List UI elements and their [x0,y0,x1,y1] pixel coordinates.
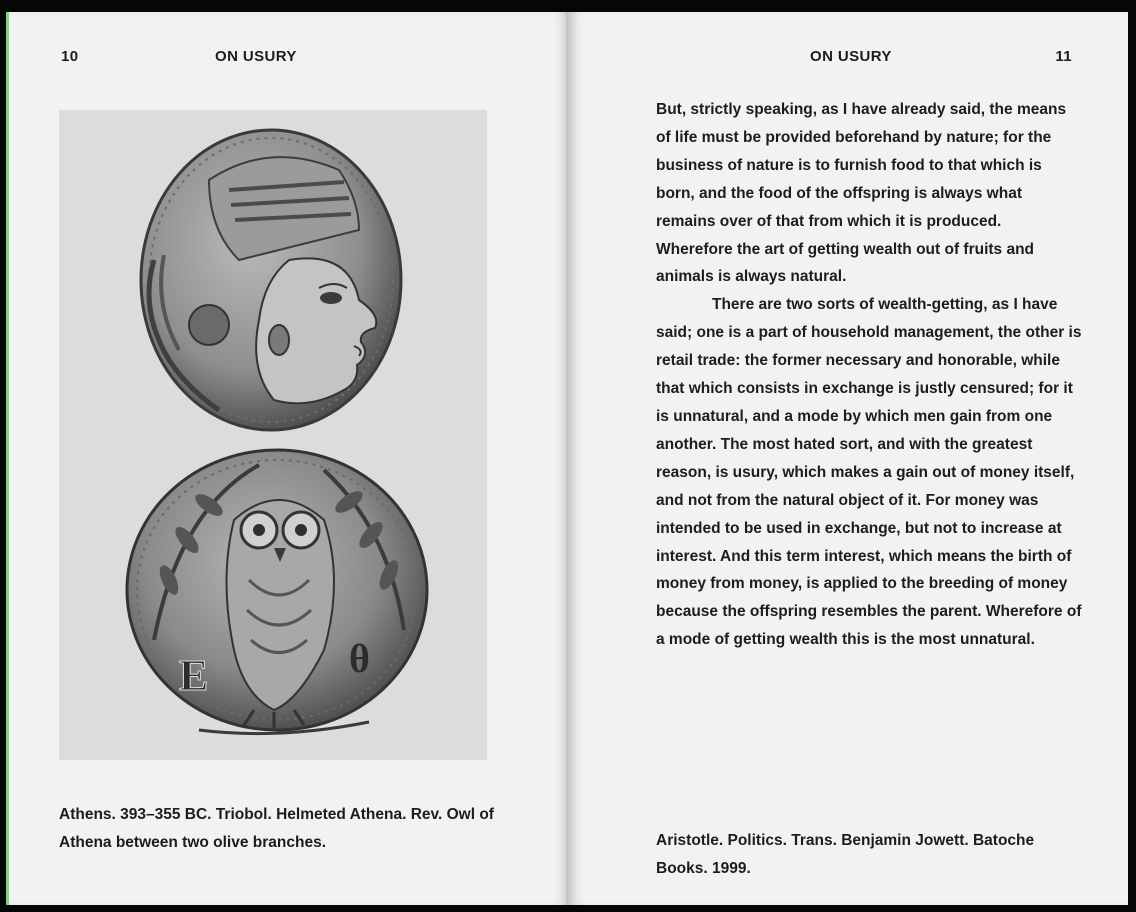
right-page [570,12,1128,905]
paragraph: There are two sorts of wealth-getting, as I have said; one is a part of household management, the other is retail trade: the former necessary and honorable, while that which consists in exchange is justly censured; for it is unnatural, and a mode by which men gain from one another. The most hated sort, and with the greatest reason, is usury, which makes a gain out of money itself, and not from the natural object of it. For money was intended to be used in exchange, but not to increase at interest. And this term interest, which means the birth of money from money, is applied to the breeding of money because the offspring resembles the parent. Wherefore of a mode of getting wealth this is the most unnatural. [656,296,1082,649]
running-head-right: ON USURY [810,48,892,65]
coin-figure [59,110,487,760]
coin-letter-epsilon: E [179,651,209,700]
running-head-left: ON USURY [215,48,297,65]
page-number-left: 10 [61,48,79,65]
paragraph: But, strictly speaking, as I have already said, the means of life must be provided beforehand by nature; for the business of nature is to furnish food to that which is born, and the food of the offspring is always what remains over of that from which it is produced. Wherefore the art of getting wealth out of fruits and animals is always natural. [656,101,1067,286]
left-page [9,12,568,905]
coin-reverse-owl [127,450,427,734]
source-citation: Aristotle. Politics. Trans. Benjamin Jowett. Batoche Books. 1999. [656,832,1035,877]
figure-caption: Athens. 393–355 BC. Triobol. Helmeted Athena. Rev. Owl of Athena between two olive branches. [59,806,494,851]
coin-obverse-athena [141,130,401,430]
body-text [656,96,1082,654]
coin-letter-theta: θ [349,636,370,681]
page-number-right: 11 [1055,48,1072,65]
